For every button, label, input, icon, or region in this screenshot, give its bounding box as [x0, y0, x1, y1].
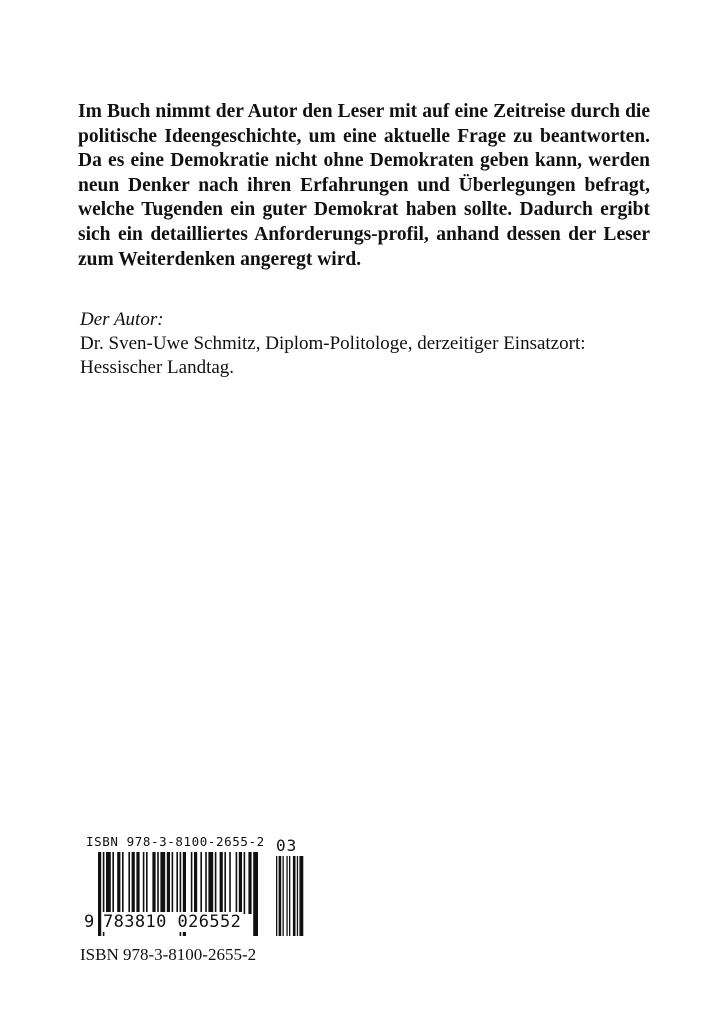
author-heading: Der Autor:	[80, 309, 164, 330]
barcode-addon-digits: 03	[276, 836, 298, 855]
barcode-bar	[220, 852, 223, 914]
barcode-bar	[128, 852, 130, 914]
barcode-addon-bar	[293, 856, 296, 936]
barcode-bar	[98, 852, 101, 936]
barcode-bar	[253, 852, 258, 936]
isbn-text: ISBN 978-3-8100-2655-2	[80, 945, 257, 964]
barcode-bar	[224, 852, 226, 914]
barcode-bar	[132, 852, 135, 914]
barcode-bar	[176, 852, 178, 914]
barcode-bar	[160, 852, 165, 914]
barcode-bar	[152, 852, 155, 914]
barcode-bar	[236, 852, 238, 914]
barcode-bar	[167, 852, 170, 914]
barcode-addon-bar	[299, 856, 303, 936]
barcode-bar	[146, 852, 148, 914]
barcode-addon-bar	[297, 856, 298, 936]
barcode-bar	[239, 852, 242, 914]
barcode-bar	[208, 852, 213, 914]
barcode-main-digits: 783810 026552	[103, 912, 242, 932]
barcode-bar	[172, 852, 174, 914]
barcode-bar	[143, 852, 145, 914]
barcode-addon-bar	[276, 856, 277, 936]
barcode-bar	[248, 852, 251, 914]
barcode-isbn-label: ISBN 978-3-8100-2655-2	[86, 834, 265, 849]
barcode-bar	[244, 852, 246, 914]
barcode-addon-bar	[279, 856, 282, 936]
barcode-bar	[157, 852, 159, 914]
barcode-bar	[191, 852, 193, 914]
barcode-bar	[194, 852, 197, 914]
barcode-bar	[122, 852, 124, 914]
author-description: Dr. Sven-Uwe Schmitz, Diplom-Politologe, derzeitiger Einsatzort: Hessischer Landtag.	[80, 333, 586, 378]
barcode-bar	[205, 852, 207, 914]
barcode-bar	[106, 852, 111, 914]
isbn-barcode	[80, 826, 310, 938]
barcode-bar	[117, 852, 120, 914]
barcode-addon-bar	[286, 856, 287, 936]
barcode-addon-bar	[289, 856, 290, 936]
barcode-bar	[215, 852, 217, 914]
barcode-bar	[112, 852, 114, 914]
barcode-bar	[136, 852, 139, 914]
barcode-bar	[200, 852, 202, 914]
barcode-lead-digit: 9	[84, 912, 95, 932]
blurb-text: Im Buch nimmt der Autor den Leser mit auf eine Zeitreise durch die politische Ideengeschichte, um eine aktuelle Frage zu beantworten. Da es eine Demokratie nicht ohne Demokraten geben kann, werden neun Denker nach ihren Erfahrungen und Überlegungen befragt, welche Tugenden ein guter Demokrat haben sollte. Dadurch ergibt sich ein detailliertes Anforderungs-profil, anhand dessen der Leser zum Weiterdenken angeregt wird.	[78, 101, 650, 270]
barcode-bar	[229, 852, 231, 914]
barcode-addon-bar	[283, 856, 284, 936]
